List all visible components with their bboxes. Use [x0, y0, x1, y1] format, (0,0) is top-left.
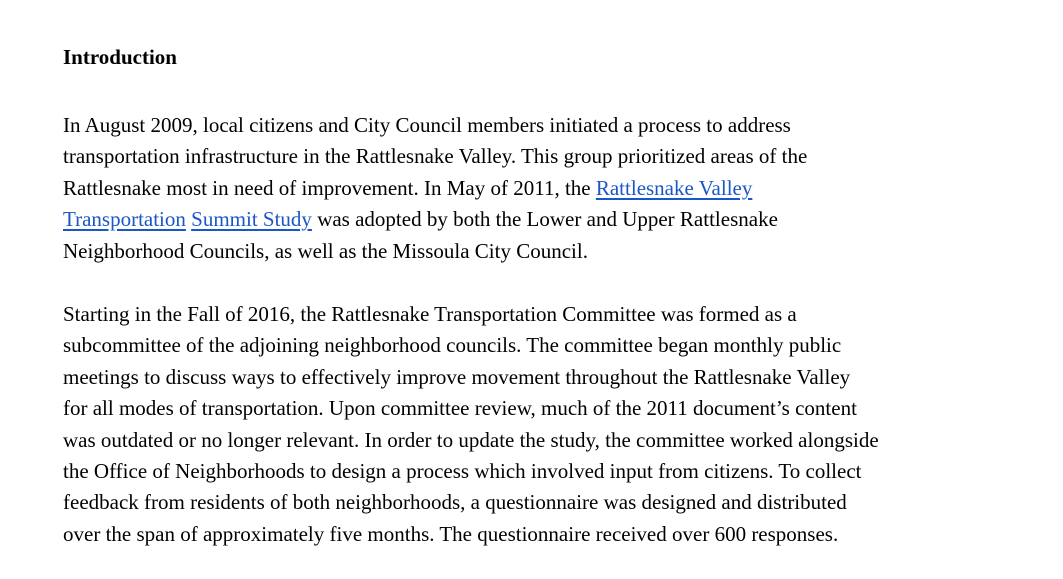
paragraph-line: feedback from residents of both neighborhoods, a questionnaire was designed and distributed: [63, 490, 847, 515]
summit-study-link[interactable]: Summit Study: [191, 207, 312, 232]
paragraph-line: [63, 173, 1053, 204]
paragraph-text: Rattlesnake most in need of improvement. In May of 2011, the: [63, 175, 596, 200]
paragraph-text: was adopted by both the Lower and Upper Rattlesnake: [311, 207, 778, 232]
document-page: [63, 41, 1053, 550]
paragraph-line: for all modes of transportation. Upon committee review, much of the 2011 document’s content: [63, 396, 857, 421]
paragraph-line: Starting in the Fall of 2016, the Rattlesnake Transportation Committee was formed as a: [63, 302, 797, 327]
paragraph-line: was outdated or no longer relevant. In order to update the study, the committee worked alongside: [63, 427, 879, 452]
transportation-link[interactable]: Transportation: [63, 207, 186, 232]
paragraph-intro: [63, 110, 1053, 267]
paragraph-line: [63, 204, 1053, 235]
paragraph-line: In August 2009, local citizens and City Council members initiated a process to address: [63, 113, 791, 137]
section-heading: Introduction: [63, 45, 177, 69]
paragraph-line: over the span of approximately five months. The questionnaire received over 600 responses.: [63, 521, 839, 546]
paragraph-line: Neighborhood Councils, as well as the Missoula City Council.: [63, 238, 588, 263]
paragraph-line: the Office of Neighborhoods to design a process which involved input from citizens. To collect: [63, 459, 862, 484]
paragraph-line: transportation infrastructure in the Rattlesnake Valley. This group prioritized areas of the: [63, 144, 808, 169]
paragraph-line: meetings to discuss ways to effectively improve movement throughout the Rattlesnake Valley: [63, 364, 851, 389]
paragraph-line: subcommittee of the adjoining neighborhood councils. The committee began monthly public: [63, 333, 842, 358]
rattlesnake-valley-link[interactable]: Rattlesnake Valley: [595, 175, 753, 200]
paragraph-committee: [63, 299, 1053, 550]
